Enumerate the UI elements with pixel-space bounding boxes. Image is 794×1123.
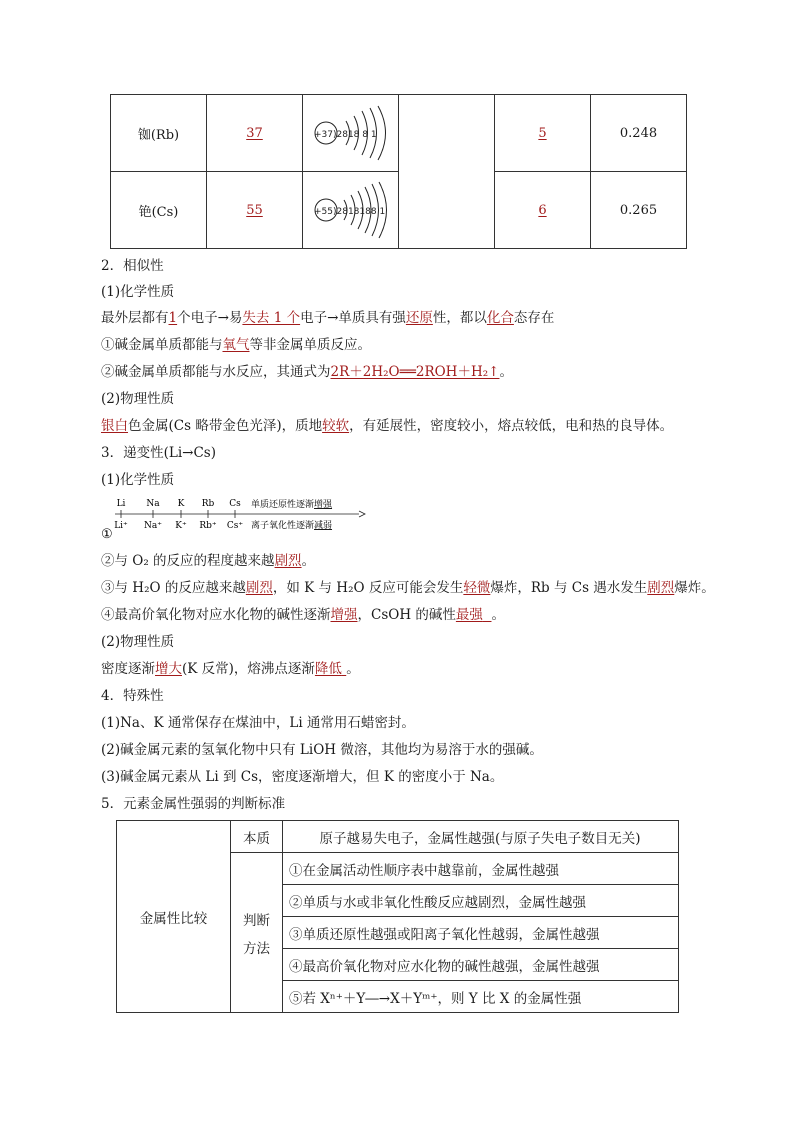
- ion-label: K⁺: [175, 521, 187, 531]
- outer-electron-text: 最外层都有1个电子→易失去 1 个电子→单质具有强还原性，都以化合态存在: [101, 310, 555, 326]
- essence-label: 本质: [231, 821, 283, 853]
- h2o-reaction-text: ③与 H₂O 的反应越来越剧烈，如 K 与 H₂O 反应可能会发生轻微爆炸，Rb 与 Cs 遇水发生剧烈爆炸。: [101, 580, 715, 596]
- svg-text:+55)2818188 1: +55)2818188 1: [313, 207, 385, 217]
- method-item: ⑤若 Xⁿ⁺＋Y―→X＋Yᵐ⁺，则 Y 比 X 的金属性强: [283, 981, 679, 1013]
- special-item: (2)碱金属元素的氢氧化物中只有 LiOH 微溶，其他均为易溶于水的强碱。: [101, 742, 543, 758]
- method-item: ③单质还原性越强或阳离子氧化性越弱，金属性越强: [283, 917, 679, 949]
- method-item: ②单质与水或非氧化性酸反应越剧烈，金属性越强: [283, 885, 679, 917]
- ion-label: Na⁺: [144, 521, 162, 531]
- special-item: (3)碱金属元素从 Li 到 Cs，密度逐渐增大，但 K 的密度小于 Na。: [101, 769, 504, 785]
- atom-structure-diagram: [303, 95, 399, 172]
- section-2-title: 2．相似性: [101, 258, 164, 274]
- empty-cell: [399, 95, 495, 249]
- element-label: Li: [116, 499, 126, 509]
- alkali-metal-table: [110, 94, 687, 249]
- phys-property-title: (2)物理性质: [101, 391, 175, 407]
- atomic-radius: 0.265: [591, 172, 687, 249]
- special-item: (1)Na、K 通常保存在煤油中，Li 通常用石蜡密封。: [101, 715, 415, 731]
- ion-label: Cs⁺: [226, 521, 244, 531]
- item-marker: ①: [101, 527, 113, 542]
- table-row: [117, 821, 679, 853]
- method-label: 判断 方法: [231, 853, 283, 1013]
- density-trend-text: 密度逐渐增大(K 反常)，熔沸点逐渐降低 。: [101, 661, 360, 677]
- atomic-radius: 0.248: [591, 95, 687, 172]
- section-4-title: 4．特殊性: [101, 688, 164, 704]
- atomic-number: 37: [207, 95, 303, 172]
- section-5-title: 5．元素金属性强弱的判断标准: [101, 796, 286, 812]
- atom-structure-diagram: [303, 172, 399, 249]
- element-name: 铯(Cs): [111, 172, 207, 249]
- atom-structure-icon: [306, 103, 396, 163]
- oxidizing-trend-label: 离子氧化性逐渐减弱: [251, 521, 333, 531]
- table-row: [111, 95, 687, 172]
- element-label: Rb: [201, 499, 215, 509]
- phys-property-text: 银白色金属(Cs 略带金色光泽)，质地较软，有延展性，密度较小，熔点较低，电和热的良导体。: [101, 418, 674, 434]
- trend-number-line: [101, 494, 371, 542]
- period-number: 5: [495, 95, 591, 172]
- ion-label: Li⁺: [114, 521, 128, 531]
- period-number: 6: [495, 172, 591, 249]
- section-3-title: 3．递变性(Li→Cs): [101, 445, 216, 461]
- metallicity-label: 金属性比较: [117, 821, 231, 1013]
- oxygen-reaction-text: ①碱金属单质都能与氧气等非金属单质反应。: [101, 337, 371, 353]
- basicity-trend-text: ④最高价氧化物对应水化物的碱性逐渐增强，CsOH 的碱性最强 。: [101, 607, 505, 623]
- phys-property-title: (2)物理性质: [101, 634, 175, 650]
- element-name: 铷(Rb): [111, 95, 207, 172]
- chem-property-title: (1)化学性质: [101, 284, 175, 300]
- essence-text: 原子越易失电子，金属性越强(与原子失电子数目无关): [283, 821, 679, 853]
- metallicity-criteria-table: [116, 820, 679, 1013]
- chem-property-title: (1)化学性质: [101, 472, 175, 488]
- arrow-right-icon: [359, 511, 365, 517]
- element-label: Cs: [229, 499, 241, 509]
- atomic-number: 55: [207, 172, 303, 249]
- element-label: K: [177, 499, 185, 509]
- svg-text:+37)2818 8 1: +37)2818 8 1: [313, 130, 377, 140]
- ion-label: Rb⁺: [199, 521, 217, 531]
- element-label: Na: [146, 499, 160, 509]
- water-reaction-text: ②碱金属单质都能与水反应，其通式为2R＋2H₂O══2ROH＋H₂↑。: [101, 364, 513, 380]
- method-item: ①在金属活动性顺序表中越靠前，金属性越强: [283, 853, 679, 885]
- atom-structure-icon: [306, 180, 396, 240]
- o2-reaction-text: ②与 O₂ 的反应的程度越来越剧烈。: [101, 553, 316, 569]
- method-item: ④最高价氧化物对应水化物的碱性越强，金属性越强: [283, 949, 679, 981]
- reducing-trend-label: 单质还原性逐渐增强: [251, 500, 333, 510]
